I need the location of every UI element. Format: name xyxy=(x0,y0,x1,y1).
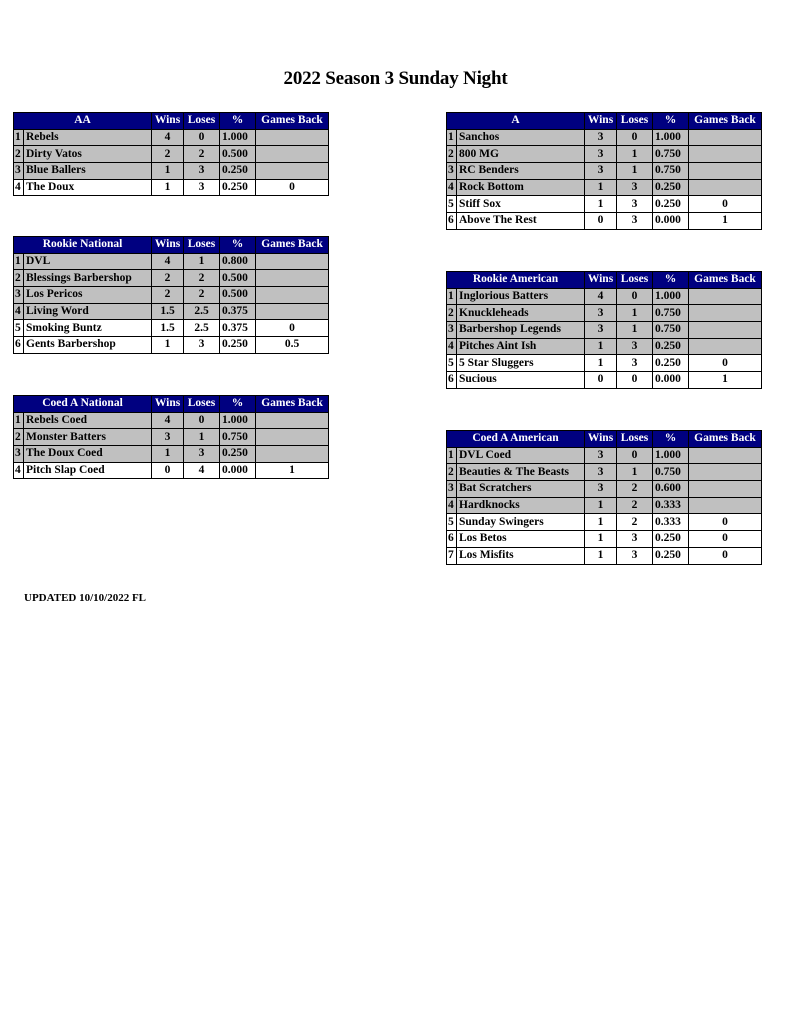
loses-header: Loses xyxy=(184,396,220,413)
games-back-cell xyxy=(256,253,329,270)
games-back-header: Games Back xyxy=(689,272,762,289)
games-back-cell: 0 xyxy=(689,514,762,531)
games-back-cell: 0 xyxy=(256,179,329,196)
wins-cell: 2 xyxy=(152,146,184,163)
team-cell: The Doux Coed xyxy=(24,446,152,463)
pos-cell: 3 xyxy=(447,481,457,498)
table-row xyxy=(14,287,329,304)
loses-cell: 1 xyxy=(617,163,653,180)
games-back-cell xyxy=(256,446,329,463)
table-row xyxy=(14,179,329,196)
pct-header: % xyxy=(653,431,689,448)
team-cell: Hardknocks xyxy=(457,497,585,514)
games-back-cell xyxy=(689,497,762,514)
games-back-cell xyxy=(256,270,329,287)
wins-cell: 1 xyxy=(152,337,184,354)
games-back-cell xyxy=(689,288,762,305)
wins-cell: 3 xyxy=(152,429,184,446)
pct-cell: 0.250 xyxy=(220,163,256,180)
table-row xyxy=(447,305,762,322)
pct-cell: 1.000 xyxy=(220,412,256,429)
wins-cell: 1 xyxy=(152,163,184,180)
games-back-cell: 0 xyxy=(256,320,329,337)
loses-cell: 3 xyxy=(617,531,653,548)
table-row xyxy=(447,129,762,146)
pos-cell: 6 xyxy=(447,213,457,230)
team-cell: Pitch Slap Coed xyxy=(24,462,152,479)
games-back-cell xyxy=(689,464,762,481)
division-name: AA xyxy=(14,113,152,130)
loses-cell: 3 xyxy=(617,213,653,230)
pct-cell: 0.250 xyxy=(653,338,689,355)
games-back-header: Games Back xyxy=(256,237,329,254)
pct-cell: 0.250 xyxy=(653,196,689,213)
games-back-cell: 0 xyxy=(689,196,762,213)
pos-cell: 4 xyxy=(447,497,457,514)
pct-cell: 0.333 xyxy=(653,514,689,531)
loses-cell: 3 xyxy=(184,337,220,354)
pct-cell: 0.250 xyxy=(653,547,689,564)
games-back-cell: 0.5 xyxy=(256,337,329,354)
loses-cell: 0 xyxy=(617,288,653,305)
pos-cell: 6 xyxy=(447,531,457,548)
table-row xyxy=(447,163,762,180)
pct-header: % xyxy=(653,272,689,289)
loses-cell: 1 xyxy=(617,305,653,322)
team-cell: Sanchos xyxy=(457,129,585,146)
wins-cell: 3 xyxy=(585,447,617,464)
loses-cell: 2 xyxy=(617,481,653,498)
table-header-row xyxy=(14,396,329,413)
loses-cell: 3 xyxy=(184,179,220,196)
loses-cell: 0 xyxy=(617,372,653,389)
table-row xyxy=(447,288,762,305)
table-row xyxy=(14,146,329,163)
loses-cell: 2 xyxy=(617,497,653,514)
division-name: Rookie American xyxy=(447,272,585,289)
pos-cell: 7 xyxy=(447,547,457,564)
loses-cell: 0 xyxy=(184,412,220,429)
standings-table-coed-a-american xyxy=(446,430,762,565)
loses-cell: 2.5 xyxy=(184,320,220,337)
wins-cell: 1 xyxy=(152,179,184,196)
pos-cell: 5 xyxy=(447,514,457,531)
pos-cell: 3 xyxy=(447,322,457,339)
pct-cell: 0.800 xyxy=(220,253,256,270)
pos-cell: 5 xyxy=(14,320,24,337)
team-cell: Above The Rest xyxy=(457,213,585,230)
wins-cell: 4 xyxy=(152,129,184,146)
pct-header: % xyxy=(220,113,256,130)
loses-cell: 1 xyxy=(184,253,220,270)
table-row xyxy=(14,320,329,337)
wins-cell: 1 xyxy=(152,446,184,463)
wins-cell: 0 xyxy=(585,372,617,389)
wins-cell: 1 xyxy=(585,179,617,196)
pct-cell: 0.750 xyxy=(653,322,689,339)
table-row xyxy=(14,303,329,320)
wins-cell: 0 xyxy=(152,462,184,479)
games-back-cell xyxy=(256,146,329,163)
wins-header: Wins xyxy=(585,113,617,130)
pct-header: % xyxy=(653,113,689,130)
loses-cell: 4 xyxy=(184,462,220,479)
standings-table-a xyxy=(446,112,762,230)
table-row xyxy=(447,196,762,213)
pos-cell: 5 xyxy=(447,196,457,213)
table-row xyxy=(447,338,762,355)
team-cell: DVL xyxy=(24,253,152,270)
games-back-cell xyxy=(689,338,762,355)
games-back-header: Games Back xyxy=(689,431,762,448)
pos-cell: 6 xyxy=(14,337,24,354)
pos-cell: 1 xyxy=(447,129,457,146)
pct-cell: 0.333 xyxy=(653,497,689,514)
pct-cell: 0.375 xyxy=(220,303,256,320)
team-cell: Gents Barbershop xyxy=(24,337,152,354)
games-back-cell xyxy=(689,305,762,322)
wins-cell: 1.5 xyxy=(152,320,184,337)
pos-cell: 1 xyxy=(14,253,24,270)
division-name: A xyxy=(447,113,585,130)
team-cell: Inglorious Batters xyxy=(457,288,585,305)
loses-cell: 0 xyxy=(617,129,653,146)
wins-cell: 4 xyxy=(152,412,184,429)
loses-cell: 3 xyxy=(617,196,653,213)
table-row xyxy=(447,146,762,163)
pct-cell: 1.000 xyxy=(220,129,256,146)
division-name: Coed A American xyxy=(447,431,585,448)
pct-cell: 0.000 xyxy=(653,213,689,230)
pos-cell: 4 xyxy=(14,303,24,320)
table-row xyxy=(447,322,762,339)
wins-cell: 4 xyxy=(152,253,184,270)
games-back-cell: 0 xyxy=(689,547,762,564)
team-cell: DVL Coed xyxy=(457,447,585,464)
team-cell: Sunday Swingers xyxy=(457,514,585,531)
wins-header: Wins xyxy=(152,396,184,413)
page-title: 2022 Season 3 Sunday Night xyxy=(283,68,508,89)
pos-cell: 1 xyxy=(447,447,457,464)
pos-cell: 4 xyxy=(447,179,457,196)
wins-cell: 3 xyxy=(585,481,617,498)
team-cell: Monster Batters xyxy=(24,429,152,446)
loses-cell: 0 xyxy=(184,129,220,146)
table-row xyxy=(14,446,329,463)
wins-cell: 3 xyxy=(585,464,617,481)
table-row xyxy=(14,270,329,287)
table-header-row xyxy=(447,272,762,289)
games-back-cell xyxy=(256,412,329,429)
loses-header: Loses xyxy=(617,431,653,448)
standings-table-aa xyxy=(13,112,329,196)
pos-cell: 1 xyxy=(14,129,24,146)
wins-cell: 3 xyxy=(585,163,617,180)
pct-cell: 0.750 xyxy=(220,429,256,446)
pos-cell: 2 xyxy=(14,270,24,287)
loses-cell: 3 xyxy=(184,163,220,180)
pct-cell: 0.500 xyxy=(220,287,256,304)
team-cell: Rebels xyxy=(24,129,152,146)
table-row xyxy=(447,481,762,498)
games-back-cell xyxy=(689,146,762,163)
pct-cell: 1.000 xyxy=(653,129,689,146)
table-row xyxy=(447,355,762,372)
table-row xyxy=(447,514,762,531)
pct-cell: 0.500 xyxy=(220,270,256,287)
table-row xyxy=(447,213,762,230)
wins-header: Wins xyxy=(585,431,617,448)
wins-header: Wins xyxy=(152,113,184,130)
pct-header: % xyxy=(220,237,256,254)
wins-cell: 1 xyxy=(585,514,617,531)
pos-cell: 2 xyxy=(447,305,457,322)
wins-cell: 3 xyxy=(585,322,617,339)
games-back-cell xyxy=(689,481,762,498)
loses-cell: 3 xyxy=(184,446,220,463)
wins-cell: 3 xyxy=(585,146,617,163)
games-back-cell xyxy=(256,303,329,320)
games-back-cell: 1 xyxy=(256,462,329,479)
pos-cell: 2 xyxy=(14,429,24,446)
games-back-cell xyxy=(256,429,329,446)
loses-header: Loses xyxy=(617,113,653,130)
pct-cell: 0.500 xyxy=(220,146,256,163)
loses-cell: 1 xyxy=(617,464,653,481)
loses-cell: 2 xyxy=(617,514,653,531)
team-cell: Sucious xyxy=(457,372,585,389)
games-back-cell xyxy=(256,287,329,304)
pct-cell: 0.750 xyxy=(653,464,689,481)
standings-table-rookie-american xyxy=(446,271,762,389)
loses-cell: 3 xyxy=(617,338,653,355)
division-name: Coed A National xyxy=(14,396,152,413)
team-cell: Los Pericos xyxy=(24,287,152,304)
loses-cell: 2 xyxy=(184,287,220,304)
table-row xyxy=(447,547,762,564)
games-back-header: Games Back xyxy=(256,113,329,130)
games-back-cell xyxy=(689,322,762,339)
loses-header: Loses xyxy=(184,237,220,254)
pos-cell: 5 xyxy=(447,355,457,372)
team-cell: Blue Ballers xyxy=(24,163,152,180)
pos-cell: 4 xyxy=(14,462,24,479)
team-cell: Los Betos xyxy=(457,531,585,548)
table-header-row xyxy=(14,113,329,130)
updated-note: UPDATED 10/10/2022 FL xyxy=(24,592,147,604)
pct-cell: 0.250 xyxy=(653,179,689,196)
team-cell: Living Word xyxy=(24,303,152,320)
pos-cell: 3 xyxy=(447,163,457,180)
games-back-cell: 1 xyxy=(689,213,762,230)
wins-cell: 2 xyxy=(152,287,184,304)
team-cell: 800 MG xyxy=(457,146,585,163)
wins-cell: 1 xyxy=(585,531,617,548)
pct-header: % xyxy=(220,396,256,413)
table-row xyxy=(447,497,762,514)
pct-cell: 0.375 xyxy=(220,320,256,337)
table-header-row xyxy=(14,237,329,254)
pct-cell: 0.250 xyxy=(220,337,256,354)
team-cell: Barbershop Legends xyxy=(457,322,585,339)
games-back-cell xyxy=(256,163,329,180)
pct-cell: 0.600 xyxy=(653,481,689,498)
wins-header: Wins xyxy=(585,272,617,289)
games-back-header: Games Back xyxy=(689,113,762,130)
wins-cell: 1 xyxy=(585,547,617,564)
loses-header: Loses xyxy=(184,113,220,130)
pct-cell: 1.000 xyxy=(653,447,689,464)
team-cell: Dirty Vatos xyxy=(24,146,152,163)
standings-table-rookie-national xyxy=(13,236,329,354)
games-back-cell: 1 xyxy=(689,372,762,389)
table-row xyxy=(14,462,329,479)
games-back-cell xyxy=(256,129,329,146)
pct-cell: 0.000 xyxy=(220,462,256,479)
table-row xyxy=(14,253,329,270)
loses-cell: 1 xyxy=(617,146,653,163)
pos-cell: 1 xyxy=(14,412,24,429)
loses-cell: 3 xyxy=(617,355,653,372)
table-row xyxy=(14,412,329,429)
team-cell: Los Misfits xyxy=(457,547,585,564)
wins-cell: 1.5 xyxy=(152,303,184,320)
table-row xyxy=(14,337,329,354)
pct-cell: 0.750 xyxy=(653,163,689,180)
pct-cell: 0.000 xyxy=(653,372,689,389)
wins-cell: 1 xyxy=(585,355,617,372)
pos-cell: 3 xyxy=(14,287,24,304)
wins-cell: 1 xyxy=(585,196,617,213)
team-cell: Bat Scratchers xyxy=(457,481,585,498)
team-cell: Beauties & The Beasts xyxy=(457,464,585,481)
table-row xyxy=(14,129,329,146)
division-name: Rookie National xyxy=(14,237,152,254)
table-row xyxy=(447,447,762,464)
table-header-row xyxy=(447,431,762,448)
wins-cell: 4 xyxy=(585,288,617,305)
pos-cell: 2 xyxy=(447,464,457,481)
pos-cell: 3 xyxy=(14,446,24,463)
loses-cell: 2.5 xyxy=(184,303,220,320)
table-row xyxy=(447,179,762,196)
pct-cell: 0.750 xyxy=(653,146,689,163)
games-back-cell xyxy=(689,179,762,196)
pct-cell: 0.250 xyxy=(653,531,689,548)
loses-cell: 1 xyxy=(617,322,653,339)
games-back-cell xyxy=(689,163,762,180)
wins-cell: 0 xyxy=(585,213,617,230)
wins-header: Wins xyxy=(152,237,184,254)
team-cell: The Doux xyxy=(24,179,152,196)
table-row xyxy=(14,163,329,180)
games-back-cell: 0 xyxy=(689,531,762,548)
wins-cell: 3 xyxy=(585,305,617,322)
wins-cell: 1 xyxy=(585,497,617,514)
loses-cell: 3 xyxy=(617,179,653,196)
team-cell: Rock Bottom xyxy=(457,179,585,196)
games-back-cell xyxy=(689,447,762,464)
loses-cell: 3 xyxy=(617,547,653,564)
pos-cell: 2 xyxy=(447,146,457,163)
pct-cell: 0.250 xyxy=(220,179,256,196)
loses-cell: 1 xyxy=(184,429,220,446)
table-header-row xyxy=(447,113,762,130)
team-cell: Pitches Aint Ish xyxy=(457,338,585,355)
team-cell: Rebels Coed xyxy=(24,412,152,429)
team-cell: Knuckleheads xyxy=(457,305,585,322)
loses-cell: 2 xyxy=(184,146,220,163)
table-row xyxy=(14,429,329,446)
pos-cell: 1 xyxy=(447,288,457,305)
pct-cell: 0.750 xyxy=(653,305,689,322)
wins-cell: 1 xyxy=(585,338,617,355)
pos-cell: 2 xyxy=(14,146,24,163)
table-row xyxy=(447,531,762,548)
wins-cell: 3 xyxy=(585,129,617,146)
games-back-header: Games Back xyxy=(256,396,329,413)
games-back-cell: 0 xyxy=(689,355,762,372)
standings-table-coed-a-national xyxy=(13,395,329,479)
pos-cell: 6 xyxy=(447,372,457,389)
pos-cell: 4 xyxy=(14,179,24,196)
team-cell: RC Benders xyxy=(457,163,585,180)
table-row xyxy=(447,464,762,481)
wins-cell: 2 xyxy=(152,270,184,287)
games-back-cell xyxy=(689,129,762,146)
table-row xyxy=(447,372,762,389)
pos-cell: 3 xyxy=(14,163,24,180)
loses-cell: 0 xyxy=(617,447,653,464)
team-cell: Smoking Buntz xyxy=(24,320,152,337)
pct-cell: 1.000 xyxy=(653,288,689,305)
pct-cell: 0.250 xyxy=(220,446,256,463)
loses-cell: 2 xyxy=(184,270,220,287)
pct-cell: 0.250 xyxy=(653,355,689,372)
team-cell: Stiff Sox xyxy=(457,196,585,213)
loses-header: Loses xyxy=(617,272,653,289)
team-cell: 5 Star Sluggers xyxy=(457,355,585,372)
team-cell: Blessings Barbershop xyxy=(24,270,152,287)
pos-cell: 4 xyxy=(447,338,457,355)
